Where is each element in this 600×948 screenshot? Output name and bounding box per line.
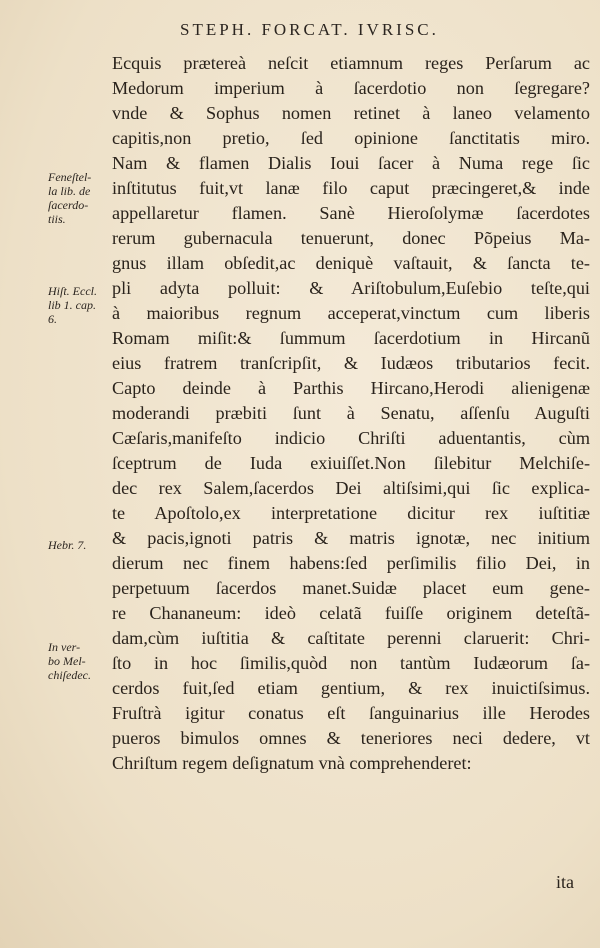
text-line: Ecquis prætereà neſcit etiamnum reges Perſarum ac <box>112 53 590 73</box>
margin-note: Hebr. 7. <box>48 538 87 552</box>
text-line: ſto in hoc ſimilis,quòd non tantùm Iudæorum ſa- <box>112 653 590 673</box>
text-line: gnus illam obſedit,ac deniquè vaſtauit, & ſancta te- <box>112 253 590 273</box>
text-line: capitis,non pretio, ſed opinione ſanctitatis miro. <box>112 128 590 148</box>
text-line: pueros bimulos omnes & teneriores neci dedere, vt <box>112 728 590 748</box>
text-line: Capto deinde à Parthis Hircano,Herodi alienigenæ <box>112 378 590 398</box>
text-line: eius fratrem tranſcripſit, & Iudæos tributarios fecit. <box>112 353 590 373</box>
text-line: dam,cùm iuſtitia & caſtitate perenni claruerit: Chri- <box>112 628 590 648</box>
text-line: & pacis,ignoti patris & matris ignotæ, nec initium <box>112 528 590 548</box>
text-line: inſtitutus fuit,vt lanæ filo caput præcingeret,& inde <box>112 178 590 198</box>
margin-note: Hiſt. Eccl. lib 1. cap. 6. <box>48 284 97 326</box>
text-line: à maioribus regnum acceperat,vinctum cum liberis <box>112 303 590 323</box>
margin-note: Feneſtel- la lib. de ſacerdo- tiis. <box>48 170 92 226</box>
text-line: dierum nec finem habens:ſed perſimilis filio Dei, in <box>112 553 590 573</box>
text-line: Chriſtum regem deſignatum vnà comprehenderet: <box>112 753 472 773</box>
text-line: Nam & flamen Dialis Ioui ſacer à Numa rege ſic <box>112 153 590 173</box>
text-line: Romam miſit:& ſummum ſacerdotium in Hircanũ <box>112 328 590 348</box>
text-line: appellaretur flamen. Sanè Hieroſolymæ ſacerdotes <box>112 203 590 223</box>
text-line: ſceptrum de Iuda exiuiſſet.Non ſilebitur Melchiſe- <box>112 453 590 473</box>
text-line: perpetuum ſacerdos manet.Suidæ placet eum gene- <box>112 578 590 598</box>
text-line: dec rex Salem,ſacerdos Dei altiſsimi,qui ſic explica- <box>112 478 590 498</box>
running-header: STEPH. FORCAT. IVRISC. <box>180 20 439 39</box>
text-line: re Chananeum: ideò celatã fuiſſe originem deteſtã- <box>112 603 590 623</box>
margin-note: In ver- bo Mel- chiſedec. <box>48 640 91 682</box>
text-line: cerdos fuit,ſed etiam gentium, & rex inuictiſsimus. <box>112 678 590 698</box>
text-line: Fruſtrà igitur conatus eſt ſanguinarius ille Herodes <box>112 703 590 723</box>
text-line: moderandi præbiti ſunt à Senatu, aſſenſu Auguſti <box>112 403 590 423</box>
text-line: vnde & Sophus nomen retinet à laneo velamento <box>112 103 590 123</box>
text-line: Cæſaris,manifeſto indicio Chriſti aduentantis, cùm <box>112 428 590 448</box>
text-line: pli adyta polluit: & Ariſtobulum,Euſebio teſte,qui <box>112 278 590 298</box>
text-line: rerum gubernacula tenuerunt, donec Põpeius Ma- <box>112 228 590 248</box>
text-line: Medorum imperium à ſacerdotio non ſegregare? <box>112 78 590 98</box>
text-line: te Apoſtolo,ex interpretatione dicitur rex iuſtitiæ <box>112 503 590 523</box>
catchword: ita <box>556 872 574 892</box>
